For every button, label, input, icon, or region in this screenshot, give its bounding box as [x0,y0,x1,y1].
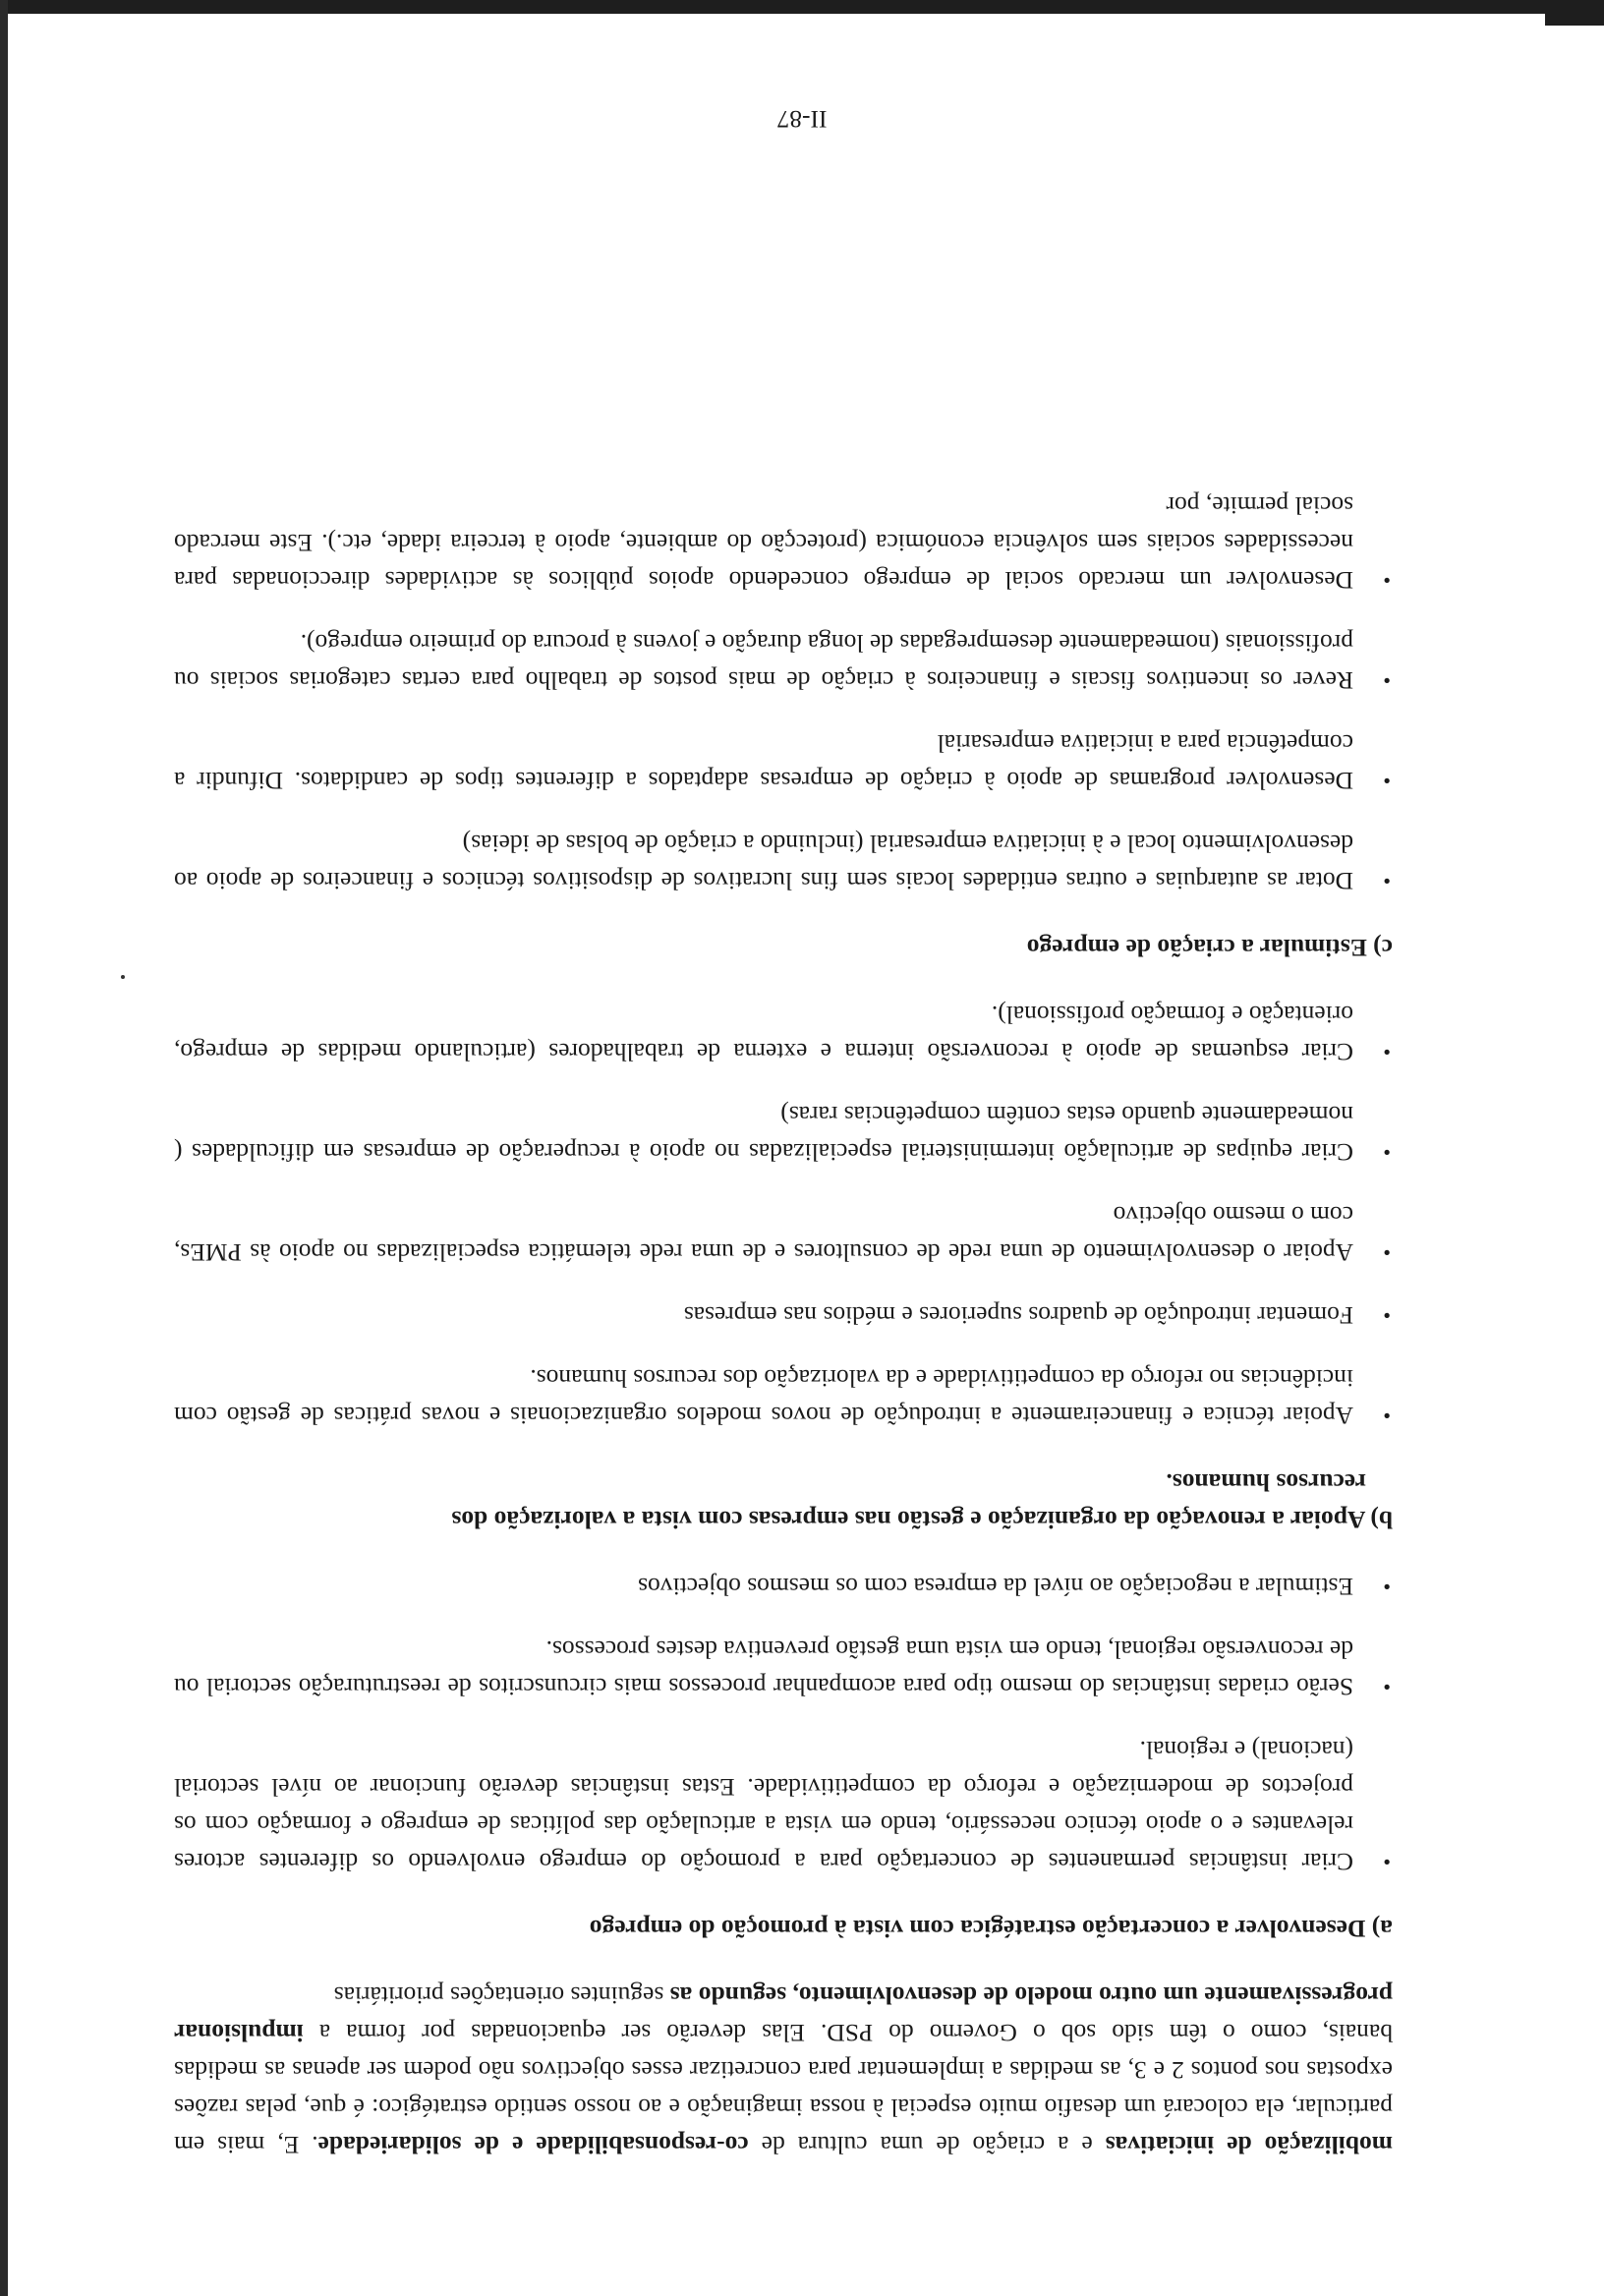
list-item-text: Apoiar o desenvolvimento de uma rede de consultores e de uma rede telemática especializadas no apoio às PMEs, com o mesmo objectivo [174,1201,1353,1267]
list-item [174,724,1393,799]
bullet-icon: • [1383,1675,1391,1699]
page-number: II-87 [776,105,828,134]
bullet-icon: • [1383,769,1391,793]
section-b-heading-line2: recursos humanos. [1166,1468,1366,1497]
section-a-heading: a) Desenvolver a concertação estratégica com vista à promoção do emprego [589,1915,1393,1943]
list-item-text: Estimular a negociação ao nível da empresa com os mesmos objectivos [638,1573,1353,1601]
scan-speck [121,975,125,979]
bullet-icon: • [1383,668,1391,693]
intro-bold-1: mobilização de iniciativas [1105,2131,1393,2159]
bullet-icon: • [1383,1303,1391,1328]
document-body [174,461,1393,2163]
bullet-icon: • [1383,1850,1391,1874]
list-item [174,825,1393,899]
section-b-heading [174,1464,1393,1538]
bullet-icon: • [1383,568,1391,593]
list-item [174,1568,1393,1605]
list-item [174,1359,1393,1434]
scan-border-right [0,0,8,2296]
list-item [174,1096,1393,1171]
section-c-list [174,487,1393,899]
bullet-icon: • [1383,869,1391,893]
intro-text-2: . E, mais em particular, ela colocará um desafio muito especial à nossa imaginação e ao nosso sentido estratégico: é que, pelas razões expostas nos pontos 2 e 3, as medidas a implementar para concretizar esses objectivos não podem ser apenas as medidas banais, como o têm sido sob o Governo do PSD. Elas deverão ser equacionadas por forma a [173,2019,1393,2159]
list-item [174,1731,1393,1880]
list-item [174,487,1393,599]
section-b-list [174,996,1393,1434]
list-item-text: Serão criadas instâncias do mesmo tipo para acompanhar processos mais circunscritos de reestruturação sectorial ou de reconversão regional, tendo em vista uma gestão preventiva destes processos. [174,1636,1353,1701]
section-c-heading: c) Estimular a criação de emprego [1026,934,1393,962]
intro-bold-3: impulsionar progressivamente um outro modelo de desenvolvimento, segundo as [174,1981,1393,2047]
intro-text-1: e a criação de uma cultura de [748,2131,1106,2159]
list-item-text: Rever os incentivos fiscais e financeiros à criação de mais postos de trabalho para certas categorias sociais ou profissionais (nomeadamente desempregadas de longa duração e jovens à procura do primeiro emprego). [174,629,1353,695]
list-item-text: Desenvolver um mercado social de emprego concedendo apoios públicos às actividades direccionadas para necessidades sociais sem solvência económica (protecção do ambiente, apoio à terceira idade, etc.). Este mercado social permite, por [174,491,1353,595]
list-item-text: Criar esquemas de apoio à reconversão interna e externa de trabalhadores (articulando medidas de emprego, orientação e formação profissional). [174,1001,1353,1066]
list-item-text: Desenvolver programas de apoio à criação de empresas adaptados a diferentes tipos de candidatos. Difundir a competência para a iniciativa empresarial [174,729,1353,795]
intro-text-3: seguintes orientações prioritárias [333,1981,670,2010]
list-item [174,1196,1393,1271]
list-item-text: Apoiar técnica e financeiramente a introdução de novos modelos organizacionais e novas práticas de gestão com incidências no reforço da competitividade e da valorização dos recursos humanos. [174,1364,1353,1430]
bullet-icon: • [1383,1240,1391,1265]
section-b-heading-line1: b) Apoiar a renovação da organização e gestão nas empresas com vista a valorização dos [451,1506,1393,1534]
intro-paragraph [174,1977,1393,2163]
bullet-icon: • [1383,1140,1391,1165]
intro-bold-2: co-responsabilidade e de solidariedade [317,2131,749,2159]
scan-corner-shadow [1545,0,1604,26]
list-item-text: Fomentar introdução de quadros superiores e médios nas empresas [683,1301,1353,1330]
scan-border-bottom [0,0,1604,14]
list-item [174,1631,1393,1705]
bullet-icon: • [1383,1040,1391,1064]
bullet-icon: • [1383,1575,1391,1599]
list-item-text: Criar instâncias permanentes de concertação para a promoção do emprego envolvendo os diferentes actores relevantes e o apoio técnico necessário, tendo em vista a articulação das políticas de emprego e formação com os projectos de modernização e reforço da competitividade. Estas instâncias deverão funcionar ao nível sectorial (nacional) e regional. [174,1736,1353,1876]
list-item [174,1296,1393,1334]
section-a-list [174,1568,1393,1880]
bullet-icon: • [1383,1404,1391,1428]
list-item [174,996,1393,1070]
list-item-text: Dotar as autarquias e outras entidades locais sem fins lucrativos de dispositivos técnicos e financeiros de apoio ao desenvolvimento local e à iniciativa empresarial (incluindo a criação de bolsas de ideias) [174,830,1353,895]
list-item-text: Criar equipas de articulação interministerial especializadas no apoio à recuperação de empresas em dificuldades ( nomeadamente quando estas contêm competências raras) [174,1101,1353,1167]
list-item [174,624,1393,699]
